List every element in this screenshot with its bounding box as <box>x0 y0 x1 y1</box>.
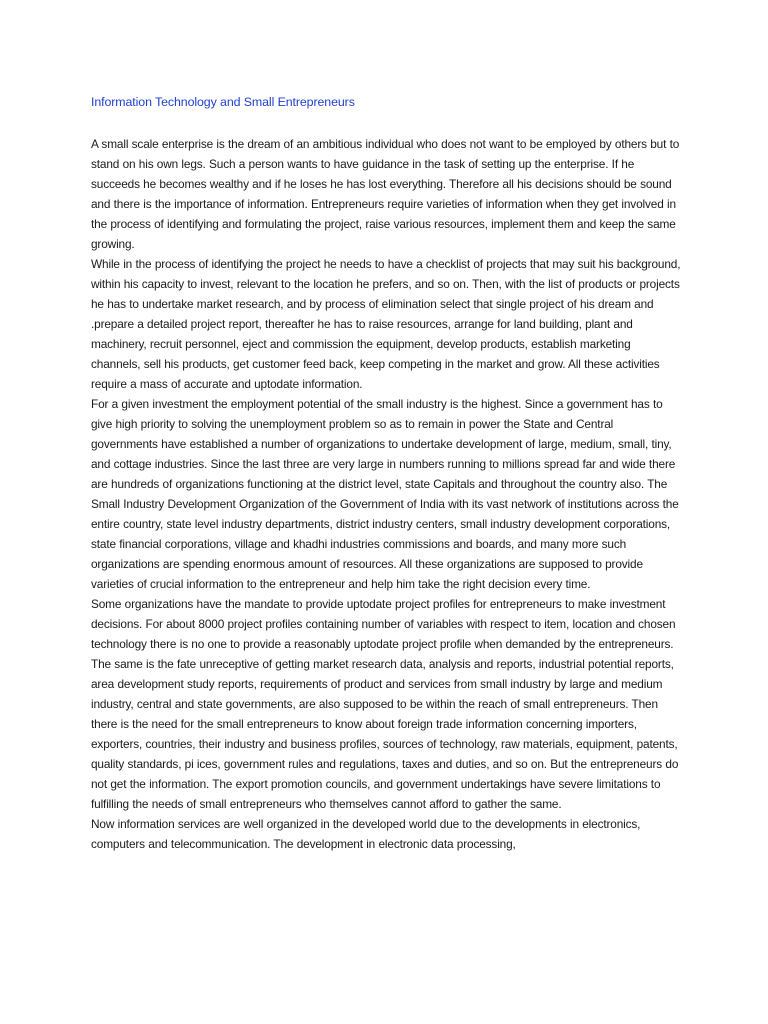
paragraph-4: Some organizations have the mandate to provide uptodate project profiles for entrepreneurs to make investment decisions. For about 8000 project profiles containing number of variables with respect to item, location and chosen technology there is no one to provide a reasonably uptodate project profile when demanded by the entrepreneurs. The same is the fate unreceptive of getting market research data, analysis and reports, industrial potential reports, area development study reports, requirements of product and services from small industry by large and medium industry, central and state governments, are also supposed to be within the reach of small entrepreneurs. Then there is the need for the small entrepreneurs to know about foreign trade information concerning importers, exporters, countries, their industry and business profiles, sources of technology, raw materials, equipment, patents, quality standards, pi ices, government rules and regulations, taxes and duties, and so on. But the entrepreneurs do not get the information. The export promotion councils, and government undertakings have severe limitations to fulfilling the needs of small entrepreneurs who themselves cannot afford to gather the same. <box>91 597 679 811</box>
paragraph-3: For a given investment the employment potential of the small industry is the highest. Since a government has to give high priority to solving the unemployment problem so as to remain in power the State and Central governments have established a number of organizations to undertake development of large, medium, small, tiny, and cottage industries. Since the last three are very large in numbers running to millions spread far and wide there are hundreds of organizations functioning at the district level, state Capitals and throughout the country also. The Small Industry Development Organization of the Government of India with its vast network of institutions across the entire country, state level industry departments, district industry centers, small industry development corporations, state financial corporations, village and khadhi industries commissions and boards, and many more such organizations are spending enormous amount of resources. All these organizations are supposed to provide varieties of crucial information to the entrepreneur and help him take the right decision every time. <box>91 397 679 591</box>
paragraph-5: Now information services are well organized in the developed world due to the developments in electronics, computers and telecommunication. The development in electronic data processing, <box>91 817 641 851</box>
document-title: Information Technology and Small Entrepreneurs <box>91 95 355 109</box>
document-page <box>91 94 683 854</box>
paragraph-1: A small scale enterprise is the dream of an ambitious individual who does not want to be employed by others but to stand on his own legs. Such a person wants to have guidance in the task of setting up the enterprise. If he succeeds he becomes wealthy and if he loses he has lost everything. Therefore all his decisions should be sound and there is the importance of information. Entrepreneurs require varieties of information when they get involved in the process of identifying and formulating the project, raise various resources, implement them and keep the same growing. <box>91 137 680 251</box>
paragraph-2: While in the process of identifying the project he needs to have a checklist of projects that may suit his background, within his capacity to invest, relevant to the location he prefers, and so on. Then, with the list of products or projects he has to undertake market research, and by process of elimination select that single project of his dream and .prepare a detailed project report, thereafter he has to raise resources, arrange for land building, plant and machinery, recruit personnel, eject and commission the equipment, develop products, establish marketing channels, sell his products, get customer feed back, keep competing in the market and grow. All these activities require a mass of accurate and uptodate information. <box>91 257 681 391</box>
